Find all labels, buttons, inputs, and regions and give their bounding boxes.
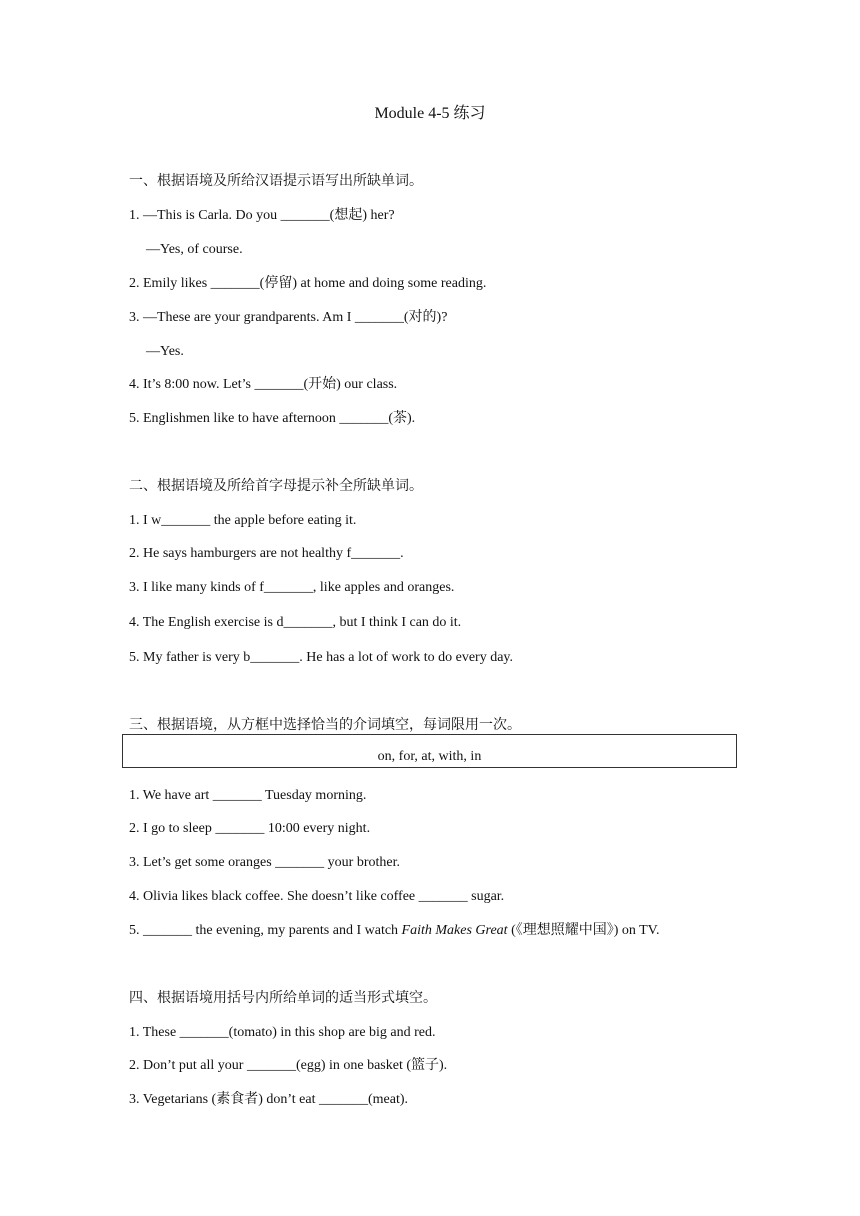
section-1-item-3: 3. —These are your grandparents. Am I _______(对的)? (129, 310, 448, 325)
section-2-heading: 二、根据语境及所给首字母提示补全所缺单词。 (129, 479, 423, 494)
section-3-item-4: 4. Olivia likes black coffee. She doesn’t like coffee _______ sugar. (129, 889, 505, 904)
section-3-item-5-after: (《理想照耀中国》) on TV. (507, 923, 660, 938)
page-title: Module 4-5 练习 (374, 105, 486, 122)
section-4-heading: 四、根据语境用括号内所给单词的适当形式填空。 (129, 991, 437, 1006)
section-2-item-3: 3. I like many kinds of f_______, like apples and oranges. (129, 580, 455, 595)
section-3-item-2: 2. I go to sleep _______ 10:00 every night. (129, 821, 371, 836)
word-box-words: on, for, at, with, in (377, 749, 482, 764)
section-1-item-1: 1. —This is Carla. Do you _______(想起) her? (129, 208, 395, 223)
word-box (122, 734, 737, 768)
section-4-item-1: 1. These _______(tomato) in this shop are big and red. (129, 1025, 436, 1040)
section-2-item-4: 4. The English exercise is d_______, but I think I can do it. (129, 615, 462, 630)
section-1-item-4: 4. It’s 8:00 now. Let’s _______(开始) our class. (129, 377, 398, 392)
section-1-item-5: 5. Englishmen like to have afternoon _______(茶). (129, 411, 416, 426)
section-3-item-5-title: Faith Makes Great (401, 923, 508, 938)
section-4-item-3: 3. Vegetarians (素食者) don’t eat _______(meat). (129, 1092, 409, 1107)
section-2-item-2: 2. He says hamburgers are not healthy f_______. (129, 546, 404, 561)
section-1-heading: 一、根据语境及所给汉语提示语写出所缺单词。 (129, 174, 423, 189)
section-4-item-2: 2. Don’t put all your _______(egg) in one basket (篮子). (129, 1058, 448, 1073)
section-2-item-5: 5. My father is very b_______. He has a lot of work to do every day. (129, 650, 514, 665)
section-1-item-2: 2. Emily likes _______(停留) at home and doing some reading. (129, 276, 487, 291)
section-3-item-5-before: 5. _______ the evening, my parents and I watch (129, 923, 402, 938)
section-3-item-5 (129, 922, 660, 940)
section-1-item-1-answer: —Yes, of course. (146, 242, 243, 257)
section-3-item-1: 1. We have art _______ Tuesday morning. (129, 788, 367, 803)
section-3-heading: 三、根据语境，从方框中选择恰当的介词填空，每词限用一次。 (129, 718, 521, 733)
section-2-item-1: 1. I w_______ the apple before eating it. (129, 513, 357, 528)
section-1-item-3-answer: —Yes. (146, 344, 184, 359)
section-3-item-3: 3. Let’s get some oranges _______ your brother. (129, 855, 401, 870)
